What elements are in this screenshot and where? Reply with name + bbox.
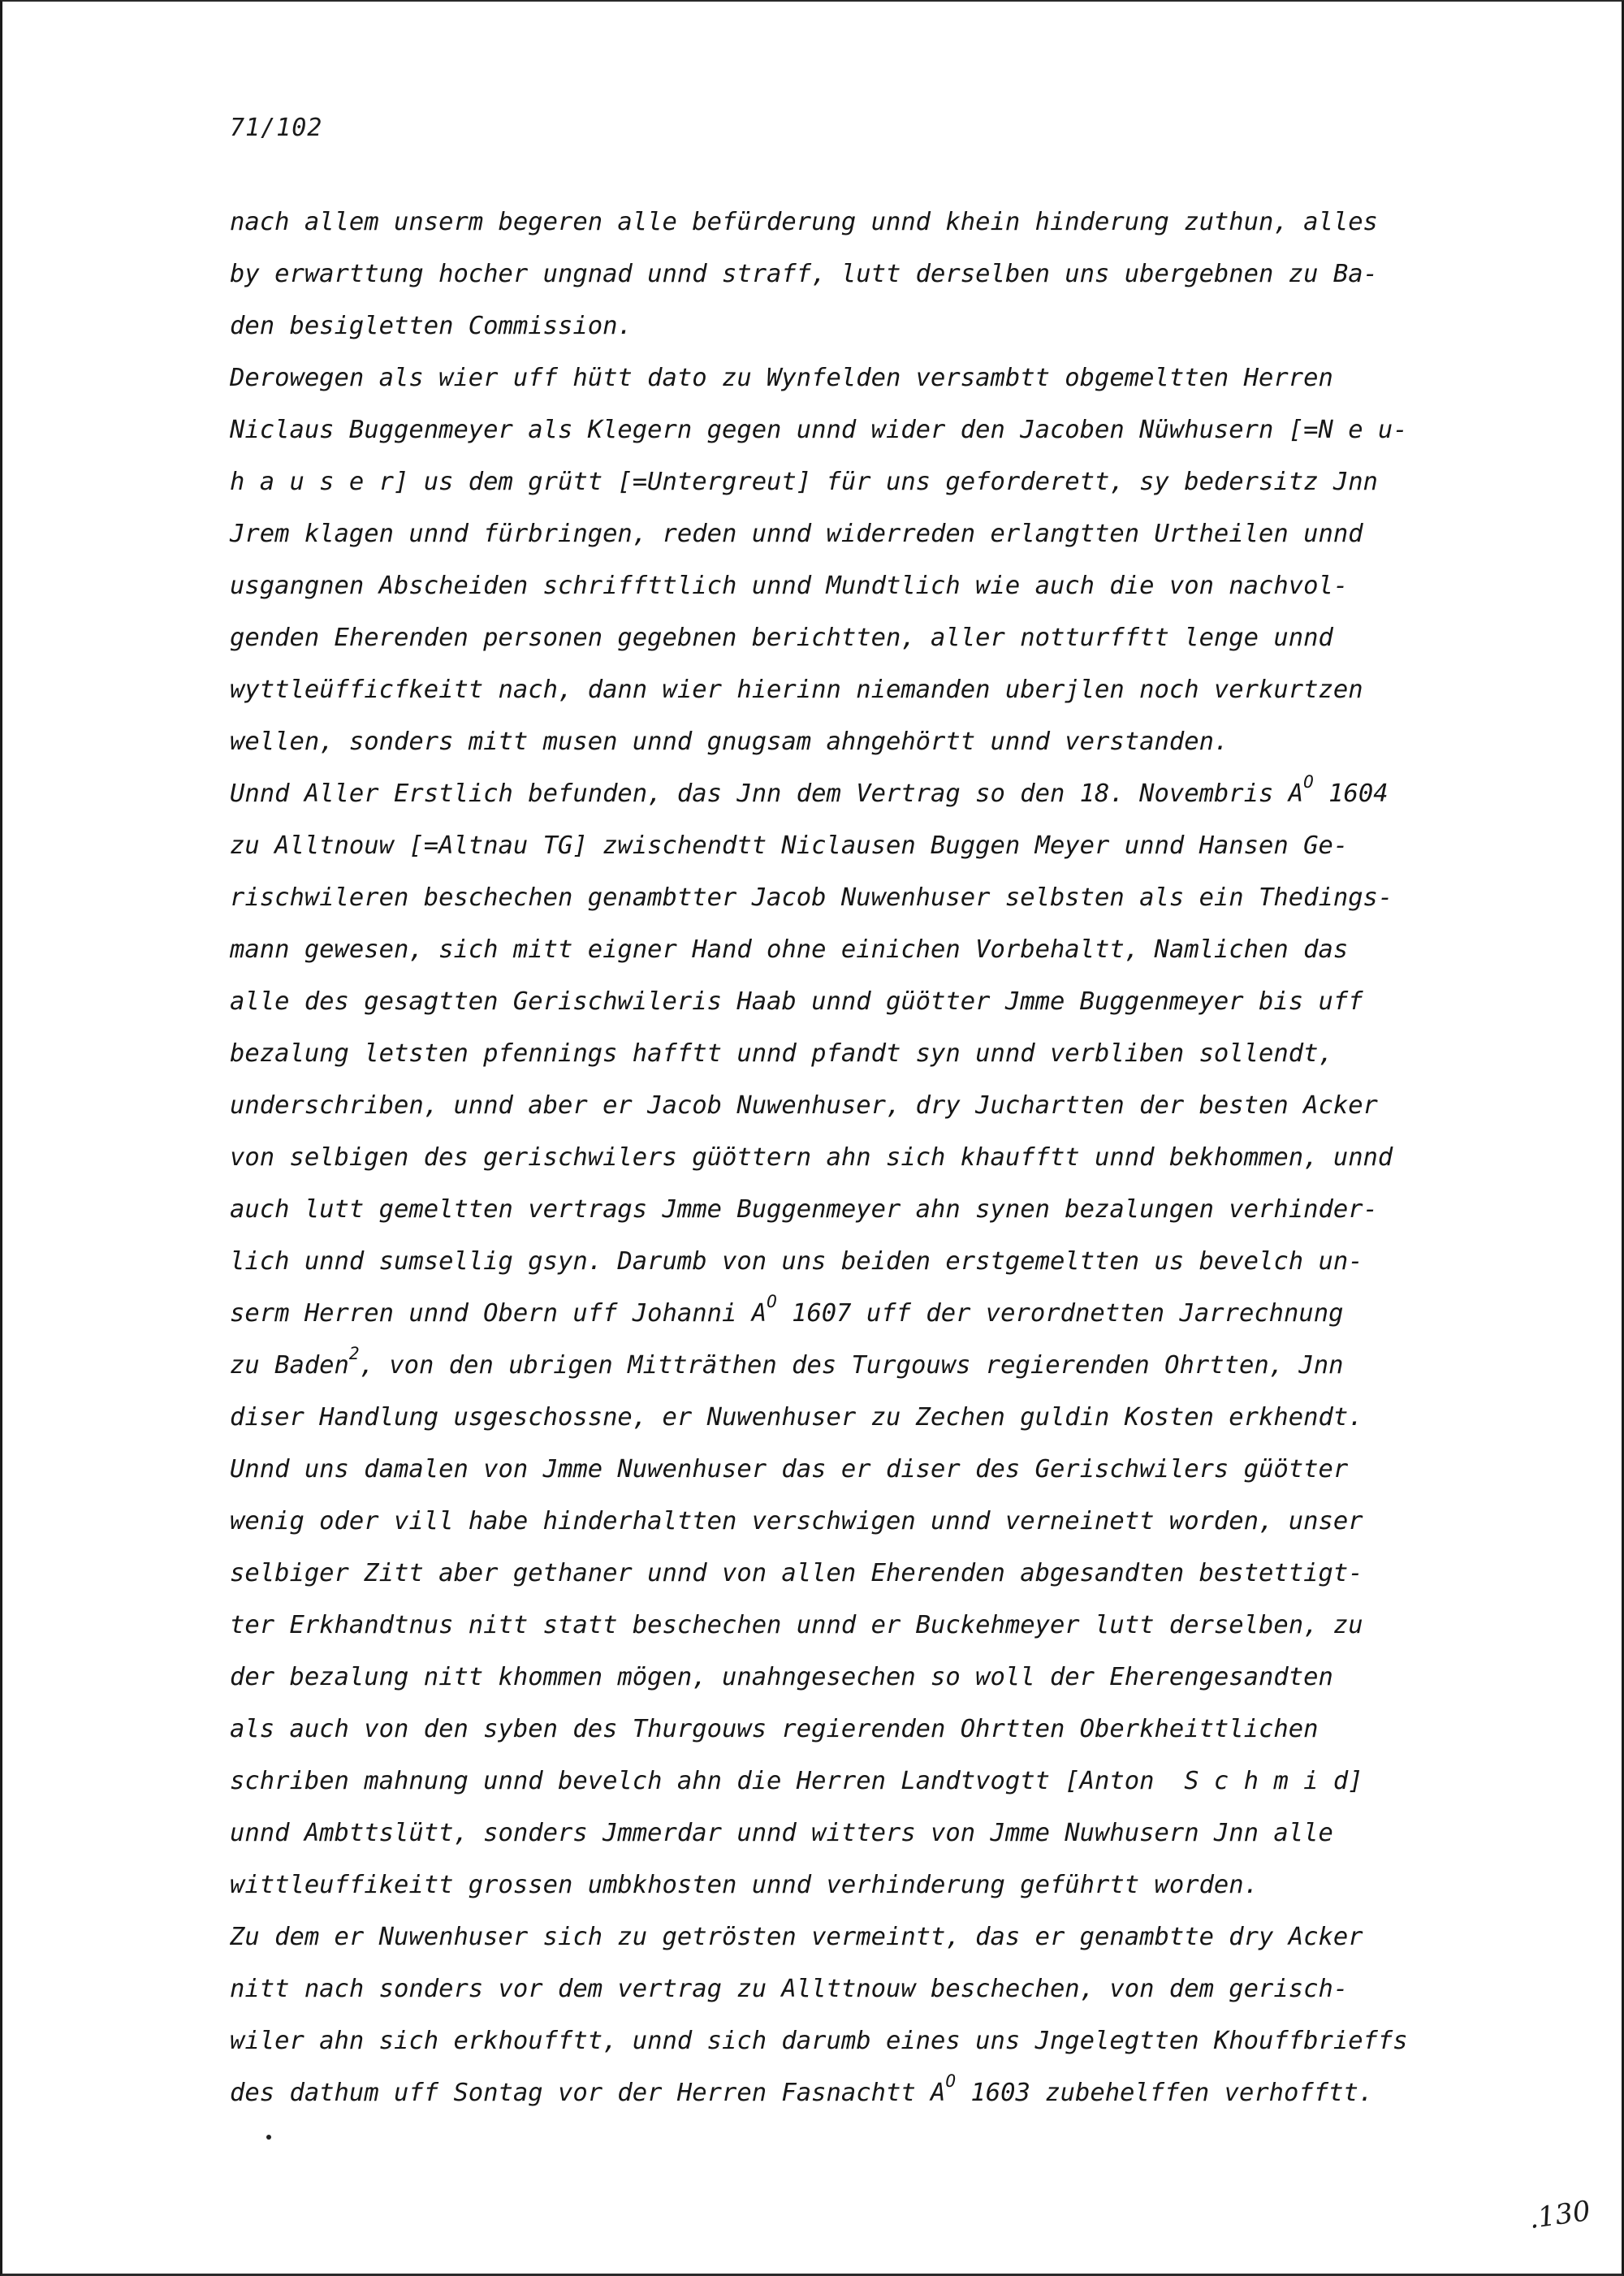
text-line: Derowegen als wier uff hütt dato zu Wynfelden versambtt obgemeltten Herren bbox=[230, 364, 1333, 392]
text-line bbox=[230, 2067, 1545, 2119]
text-line: den besigletten Commission. bbox=[230, 312, 633, 340]
text-line: der bezalung nitt khommen mögen, unahngesechen so woll der Eherengesandten bbox=[230, 1663, 1333, 1691]
text-line: wiler ahn sich erkhoufftt, unnd sich darumb eines uns Jngelegtten Khouffbrieffs bbox=[230, 2027, 1408, 2055]
text-line: von selbigen des gerischwilers güöttern ahn sich khaufftt unnd bekhommen, unnd bbox=[230, 1143, 1393, 1172]
text-line: nach allem unserm begeren alle befürderung unnd khein hinderung zuthun, alles bbox=[230, 208, 1378, 236]
footnote-marker: 2 bbox=[348, 1343, 360, 1363]
page-number: 71/102 bbox=[230, 114, 323, 142]
text-line: wittleuffikeitt grossen umbkhosten unnd verhinderung geführtt worden. bbox=[230, 1871, 1259, 1899]
text-segment: 1603 zubehelffen verhofftt. bbox=[956, 2079, 1374, 2107]
text-line: usgangnen Abscheiden schriffttlich unnd Mundtlich wie auch die von nachvol- bbox=[230, 572, 1349, 600]
text-line: Jrem klagen unnd fürbringen, reden unnd widerreden erlangtten Urtheilen unnd bbox=[230, 520, 1363, 548]
text-line: ter Erkhandtnus nitt statt beschechen unnd er Buckehmeyer lutt derselben, zu bbox=[230, 1611, 1363, 1639]
text-line bbox=[230, 1340, 1545, 1392]
text-segment: , von den ubrigen Mitträthen des Turgouws regierenden Ohrtten, Jnn bbox=[359, 1351, 1344, 1380]
text-line: underschriben, unnd aber er Jacob Nuwenhuser, dry Juchartten der besten Acker bbox=[230, 1091, 1378, 1120]
text-line: wenig oder vill habe hinderhaltten verschwigen unnd verneinett worden, unser bbox=[230, 1507, 1363, 1535]
superscript: O bbox=[945, 2071, 957, 2091]
text-segment: serm Herren unnd Obern uff Johanni A bbox=[230, 1299, 767, 1328]
text-line: als auch von den syben des Thurgouws regierenden Ohrtten Oberkheittlichen bbox=[230, 1715, 1319, 1743]
text-line: diser Handlung usgeschossne, er Nuwenhuser zu Zechen guldin Kosten erkhendt. bbox=[230, 1403, 1363, 1432]
text-line: zu Alltnouw [=Altnau TG] zwischendtt Niclausen Buggen Meyer unnd Hansen Ge- bbox=[230, 831, 1349, 860]
text-line: selbiger Zitt aber gethaner unnd von allen Eherenden abgesandten bestettigt- bbox=[230, 1559, 1363, 1587]
text-line: rischwileren beschechen genambtter Jacob Nuwenhuser selbsten als ein Thedings- bbox=[230, 883, 1393, 912]
text-line: by erwarttung hocher ungnad unnd straff, lutt derselben uns ubergebnen zu Ba- bbox=[230, 260, 1378, 288]
text-line: h a u s e r] us dem grütt [=Untergreut] für uns geforderett, sy bedersitz Jnn bbox=[230, 468, 1378, 496]
text-segment: zu Baden bbox=[230, 1351, 349, 1380]
text-line: Zu dem er Nuwenhuser sich zu getrösten vermeintt, das er genambtte dry Acker bbox=[230, 1923, 1363, 1951]
text-line: genden Eherenden personen gegebnen berichtten, aller notturfftt lenge unnd bbox=[230, 624, 1333, 652]
text-line: mann gewesen, sich mitt eigner Hand ohne einichen Vorbehaltt, Namlichen das bbox=[230, 935, 1349, 964]
text-line: schriben mahnung unnd bevelch ahn die Herren Landtvogtt [Anton S c h m i d] bbox=[230, 1767, 1363, 1795]
text-line: unnd Ambttslütt, sonders Jmmerdar unnd witters von Jmme Nuwhusern Jnn alle bbox=[230, 1819, 1333, 1847]
text-line: Unnd uns damalen von Jmme Nuwenhuser das er diser des Gerischwilers güötter bbox=[230, 1455, 1349, 1484]
text-line: auch lutt gemeltten vertrags Jmme Buggenmeyer ahn synen bezalungen verhinder- bbox=[230, 1195, 1378, 1224]
text-segment: 1607 uff der verordnetten Jarrechnung bbox=[776, 1299, 1344, 1328]
text-line: wyttleüfficfkeitt nach, dann wier hierinn niemanden uberjlen noch verkurtzen bbox=[230, 676, 1363, 704]
superscript: O bbox=[1303, 771, 1314, 792]
text-line: nitt nach sonders vor dem vertrag zu Allttnouw beschechen, von dem gerisch- bbox=[230, 1975, 1349, 2003]
text-segment: 1604 bbox=[1313, 780, 1389, 808]
text-line: Niclaus Buggenmeyer als Klegern gegen unnd wider den Jacoben Nüwhusern [=N e u- bbox=[230, 416, 1408, 444]
text-line bbox=[230, 768, 1545, 820]
text-line: bezalung letsten pfennings hafftt unnd pfandt syn unnd verbliben sollendt, bbox=[230, 1039, 1333, 1068]
typed-text-body bbox=[230, 197, 1545, 2119]
superscript: O bbox=[767, 1291, 777, 1311]
text-line: alle des gesagtten Gerischwileris Haab unnd güötter Jmme Buggenmeyer bis uff bbox=[230, 987, 1363, 1016]
handwritten-folio-number: .130 bbox=[1527, 2194, 1593, 2236]
text-line bbox=[230, 1288, 1545, 1340]
ink-dot bbox=[266, 2135, 271, 2140]
text-line: lich unnd sumsellig gsyn. Darumb von uns beiden erstgemeltten us bevelch un- bbox=[230, 1247, 1363, 1276]
text-segment: Unnd Aller Erstlich befunden, das Jnn dem Vertrag so den 18. Novembris A bbox=[230, 780, 1304, 808]
text-segment: des dathum uff Sontag vor der Herren Fasnachtt A bbox=[230, 2079, 946, 2107]
text-line: wellen, sonders mitt musen unnd gnugsam ahngehörtt unnd verstanden. bbox=[230, 728, 1229, 756]
